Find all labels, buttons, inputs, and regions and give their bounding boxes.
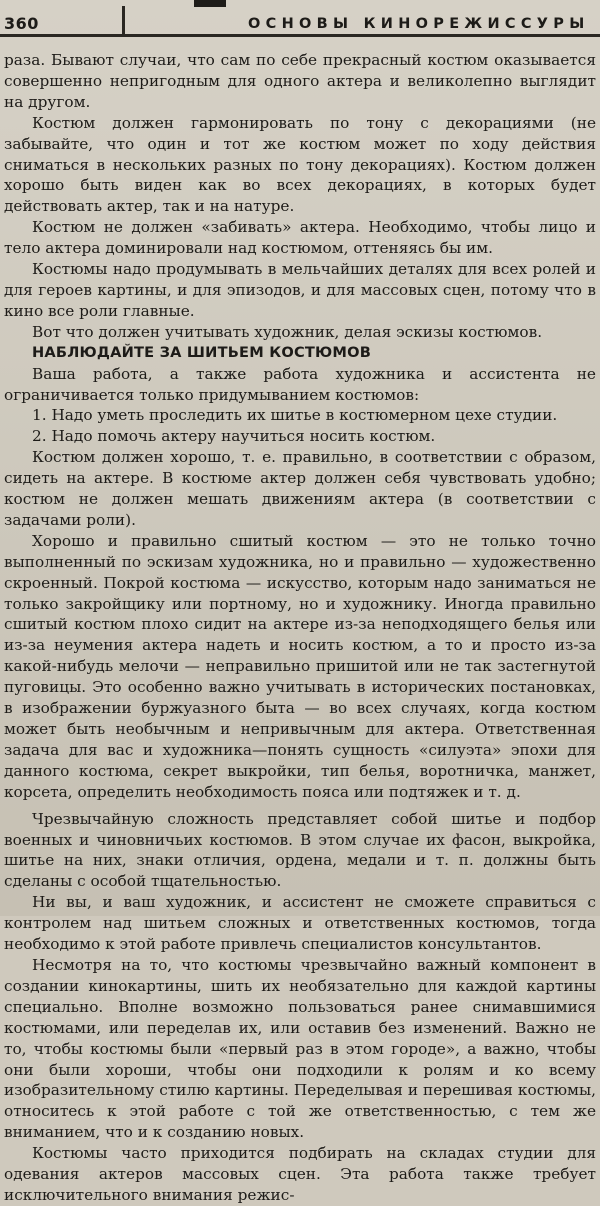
body-paragraph: раза. Бывают случаи, что сам по себе прекрасный костюм оказывается совершенно непригодным для одного актера и великолепно выглядит на другом.	[4, 51, 596, 111]
page-body	[4, 50, 596, 1206]
section-heading: НАБЛЮДАЙТЕ ЗА ШИТЬЕМ КОСТЮМОВ	[32, 343, 372, 361]
body-paragraph: Костюм должен гармонировать по тону с декорациями (не забывайте, что один и тот же костюм может по ходу действия сниматься в нескольких разных по тону декорациях). Костюм должен хорошо быть виден как во всех декорациях, в которых будет действовать актер, так и на натуре.	[4, 113, 596, 216]
body-paragraph: Костюмы часто приходится подбирать на складах студии для одевания актеров массовых сцен. Эта работа также требует исключительного внимания режис-	[4, 1144, 596, 1204]
running-title: ОСНОВЫ КИНОРЕЖИССУРЫ	[248, 16, 590, 32]
body-paragraph: Ни вы, и ваш художник, и ассистент не сможете справиться с контролем над шитьем сложных и ответственных костюмов, тогда необходимо к этой работе привлечь специалистов консультантов.	[4, 893, 596, 954]
body-paragraph: Несмотря на то, что костюмы чрезвычайно важный компонент в создании кинокартины, шить их необязательно для каждой картины специально. Вполне возможно пользоваться ранее снимавшимися костюмами, или переделав их, или оставив без изменений. Важно не то, чтобы костюмы были «первый раз в этом городе», а важно, чтобы они были хороши, чтобы они подходили к ролям и ко всему изобразительному стилю картины. Переделывая и перешивая костюмы, относитесь к этой работе с той же ответственностью, с тем же вниманием, что и к созданию новых.	[4, 955, 596, 1142]
header-ink-mark	[194, 0, 226, 7]
body-paragraph: Хорошо и правильно сшитый костюм — это не только точно выполненный по эскизам художника, но и правильно — художественно скроенный. Покрой костюма — искусство, которым надо заниматься не только закройщику или портному, но и художнику. Иногда правильно сшитый костюм плохо сидит на актере из-за неподходящего белья или из-за неумения актера надеть и носить костюм, а то и просто из-за какой-нибудь мелочи — неправильно пришитой или не так застегнутой пуговицы. Это особенно важно учитывать в исторических постановках, в изображении буржуазного быта — во всех случаях, когда костюм может быть необычным и непривычным для актера. Ответственная задача для вас и художника—понять сущность «силуэта» эпохи для данного костюма, секрет выкройки, тип белья, воротничка, манжет, корсета, определить необходимость пояса или подтяжек и т. д.	[4, 531, 596, 801]
body-paragraph: Костюмы надо продумывать в мельчайших деталях для всех ролей и для героев картины, и для эпизодов, и для массовых сцен, потому что в кино все роли главные.	[4, 260, 596, 320]
body-paragraph: Костюм должен хорошо, т. е. правильно, в соответствии с образом, сидеть на актере. В костюме актер должен себя чувствовать удобно; костюм не должен мешать движениям актера (в соответствии с задачами роли).	[4, 448, 596, 529]
page-number: 360	[4, 14, 39, 33]
body-paragraph: Вот что должен учитывать художник, делая эскизы костюмов.	[32, 322, 543, 341]
list-item: 1. Надо уметь проследить их шитье в костюмерном цехе студии.	[32, 406, 558, 425]
body-paragraph: Чрезвычайную сложность представляет собой шитье и подбор военных и чиновничьих костюмов. В этом случае их фасон, выкройка, шитье на них, знаки отличия, ордена, медали и т. п. должны быть сделаны с особой тщательностью.	[4, 809, 596, 891]
list-item: 2. Надо помочь актеру научиться носить костюм.	[32, 427, 436, 446]
header-rule	[0, 34, 600, 37]
body-paragraph: Костюм не должен «забивать» актера. Необходимо, чтобы лицо и тело актера доминировали над костюмом, оттеняясь бы им.	[4, 218, 596, 258]
header-divider	[122, 6, 125, 36]
page-header	[0, 0, 600, 40]
body-paragraph: Ваша работа, а также работа художника и ассистента не ограничивается только придумыванием костюмов:	[4, 364, 596, 404]
